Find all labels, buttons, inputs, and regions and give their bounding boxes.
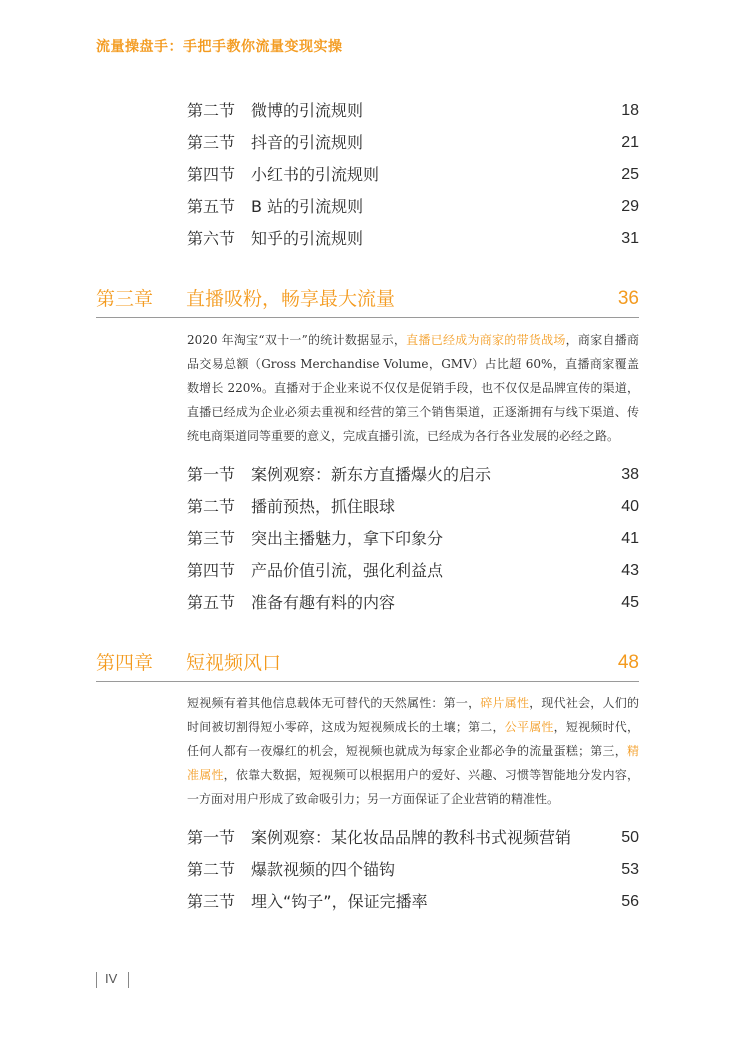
section-title: 突出主播魅力，拿下印象分 [251,529,444,548]
intro-text: 短视频有着其他信息载体无可替代的天然属性：第一， [187,696,481,710]
toc-entry[interactable] [187,495,639,519]
toc-entry[interactable] [187,890,639,914]
toc-entry[interactable] [187,227,639,251]
toc-entry[interactable] [187,826,639,850]
section-title: 抖音的引流规则 [251,133,364,152]
section-number: 第二节 [187,497,236,516]
section-title: 准备有趣有料的内容 [251,593,396,612]
section-number: 第三节 [187,133,236,152]
toc-entry[interactable] [187,99,639,123]
section-number: 第四节 [187,561,236,580]
chapter-page-number: 36 [617,288,639,309]
toc-entry[interactable] [187,163,639,187]
toc-entry[interactable] [187,195,639,219]
section-number: 第六节 [187,229,236,248]
page-number: 38 [621,466,639,483]
page-number: 56 [621,893,639,910]
intro-text: 2020 年淘宝“双十一”的统计数据显示， [187,333,407,347]
toc-entry[interactable] [187,527,639,551]
chapter-divider [96,317,639,318]
intro-text: ，短视频时代，任何人都有一夜爆红的机会，短视频也就成为每家企业都必争的流量蛋糕；第三， [187,720,639,758]
chapter-number: 第三章 [96,288,154,310]
page-number: 25 [621,166,639,183]
section-number: 第一节 [187,465,236,484]
chapter-intro [187,328,639,448]
chapter-heading[interactable] [96,284,639,314]
page-number: 50 [621,829,639,846]
section-number: 第五节 [187,197,236,216]
intro-text: ，现代社会，人们的时间被切割得短小零碎，这成为短视频成长的土壤；第二， [187,696,639,734]
folio-page-number: IV [105,971,118,986]
intro-highlight: 公平属性 [504,720,554,734]
intro-text: ，商家自播商品交易总额（Gross Merchandise Volume，GMV）占比超 60%，直播商家覆盖数增长 220%。直播对于企业来说不仅仅是促销手段，也不仅仅是品牌宣传的渠道，直播已经成为企业必须去重视和经营的第三个销售渠道，正逐渐拥有与线下渠道、传统电商渠道同等重要的意义，完成直播引流，已经成为各行各业发展的必经之路。 [187,333,639,443]
page-number: 21 [621,134,639,151]
section-title: 案例观察：新东方直播爆火的启示 [251,465,492,484]
section-number: 第三节 [187,529,236,548]
intro-text: ，依靠大数据，短视频可以根据用户的爱好、兴趣、习惯等智能地分发内容，一方面对用户形成了致命吸引力；另一方面保证了企业营销的精准性。 [187,768,639,806]
toc-entry[interactable] [187,858,639,882]
section-number: 第二节 [187,101,236,120]
page-number: 53 [621,861,639,878]
intro-highlight: 碎片属性 [480,696,530,710]
section-number: 第一节 [187,828,236,847]
section-number: 第四节 [187,165,236,184]
page-number: 40 [621,498,639,515]
running-header: 流量操盘手：手把手教你流量变现实操 [96,39,343,55]
section-title: 埋入“钩子”，保证完播率 [251,892,428,911]
page-number: 18 [621,102,639,119]
toc-entry[interactable] [187,463,639,487]
chapter-divider [96,681,639,682]
chapter-number: 第四章 [96,652,154,674]
section-number: 第二节 [187,860,236,879]
section-title: 知乎的引流规则 [251,229,364,248]
section-title: 产品价值引流，强化利益点 [251,561,444,580]
footer-divider [96,972,97,988]
chapter-title: 短视频风口 [186,652,282,674]
intro-highlight: 直播已经成为商家的带货战场 [406,333,566,347]
page-number: 41 [621,530,639,547]
footer-divider [128,972,129,988]
chapter-title: 直播吸粉，畅享最大流量 [186,288,396,310]
toc-entry[interactable] [187,591,639,615]
page-number: 31 [621,230,639,247]
page-number: 29 [621,198,639,215]
toc-entry[interactable] [187,131,639,155]
toc-entry[interactable] [187,559,639,583]
section-title: B 站的引流规则 [251,197,364,216]
section-title: 小红书的引流规则 [251,165,380,184]
chapter-heading[interactable] [96,648,639,678]
page-number: 45 [621,594,639,611]
section-title: 播前预热，抓住眼球 [251,497,396,516]
section-title: 案例观察：某化妆品品牌的教科书式视频营销 [251,828,572,847]
section-title: 微博的引流规则 [251,101,364,120]
chapter-intro [187,691,639,811]
page-number: 43 [621,562,639,579]
section-number: 第三节 [187,892,236,911]
intro-highlight: 精准属性 [187,744,639,782]
section-title: 爆款视频的四个锚钩 [251,860,396,879]
section-number: 第五节 [187,593,236,612]
chapter-page-number: 48 [617,652,639,673]
